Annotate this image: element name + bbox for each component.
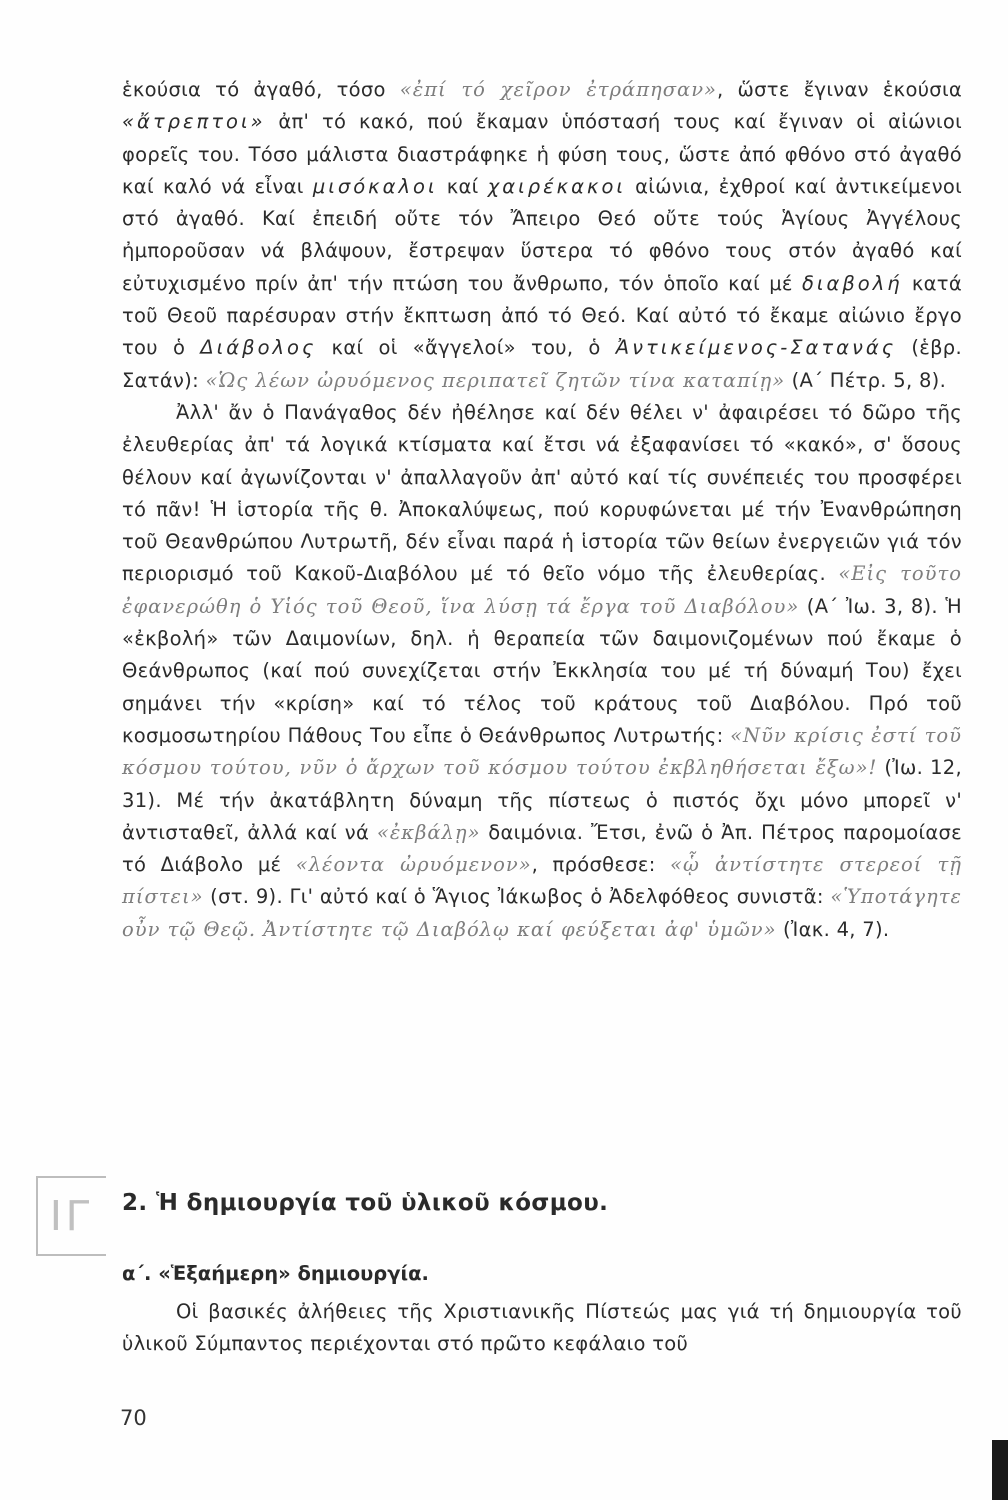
scripture-quote: «ᾧ ἀντίστητε στερεοί τῇ πίστει» [122, 853, 962, 909]
text-run: (Ἰακ. 4, 7). [776, 917, 890, 941]
text-run: Ἀλλ' ἄν ὁ Πανάγαθος δέν ἠθέλησε καί δέν θέλει ν' ἀφαιρέσει τό δῶρο τῆς ἐλευθερίας ἀπ' τά λογικά κτίσματα καί ἔτσι νά ἐξαφανίσει τό «κακό», σ' ὅσους θέλουν καί ἀγωνίζονται ν' ἀπαλλαγοῦν ἀπ' αὐτό καί τίς συνέπειές του προσφέρει τό πᾶν! Ἡ ἱστορία τῆς θ. Ἀποκαλύψεως, πού κορυφώνεται μέ τήν Ἐνανθρώπηση τοῦ Θεανθρώπου Λυτρωτῆ, δέν εἶναι παρά ἡ ἱστορία τῶν θείων ἐνεργειῶν γιά τόν περιορισμό τοῦ Κακοῦ-Διαβόλου μέ τό θεῖο νόμο τῆς ἐλευθερίας. [122, 400, 962, 586]
scripture-quote: «Νῦν κρίσις ἐστί τοῦ κόσμου τούτου, νῦν ὁ ἄρχων τοῦ κόσμου τούτου ἐκβληθήσεται ἔξω»! [122, 723, 962, 780]
text-run: , πρόσθεσε: [531, 853, 671, 877]
text-run: (Α΄ Ἰω. 3, 8). Ἡ «ἐκβολή» τῶν Δαιμονίων, δηλ. ἡ θεραπεία τῶν δαιμονιζομένων πού ἔκαμε ὁ Θεάνθρωπος (καί πού συνεχίζεται στήν Ἐκκλησία του μέ τή δύναμή Του) ἔχει σημάνει τήν «κρίση» καί τό τέλος τοῦ κράτους τοῦ Διαβόλου. Πρό τοῦ κοσμοσωτηρίου Πάθους Του εἶπε ὁ Θεάνθρωπος Λυτρωτής: [122, 594, 962, 747]
emphasized-term: Διάβολος [200, 336, 317, 360]
text-run: αἰώνια, ἐχθροί καί ἀντικείμενοι στό ἀγαθό. Καί ἐπειδή οὔτε τόν Ἄπειρο Θεό οὔτε τούς Ἁγίους Ἀγγέλους ἠμποροῦσαν νά βλάψουν, ἔστρεψαν ὕστερα τό φθόνο τους στόν ἀγαθό καί εὐτυχισμένο πρίν ἀπ' τήν πτώση του ἄνθρωπο, τόν ὁποῖο καί μέ [122, 174, 963, 295]
scripture-quote: «Εἰς τοῦτο ἐφανερώθη ὁ Υἱός τοῦ Θεοῦ, ἵνα λύσῃ τά ἔργα τοῦ Διαβόλου» [122, 562, 963, 618]
scripture-quote: «Ὡς λέων ὠρυόμενος περιπατεῖ ζητῶν τίνα καταπίῃ» [205, 368, 786, 392]
emphasized-term: «ἄτρεπτοι» [122, 110, 266, 134]
text-run: καί οἱ «ἄγγελοί» του, ὁ [316, 336, 616, 360]
scripture-quote: «Ὑποτάγητε οὖν τῷ Θεῷ. Ἀντίστητε τῷ Διαβόλῳ καί φεύξεται ἀφ' ὑμῶν» [122, 885, 962, 941]
emphasized-term: χαιρέκακοι [487, 174, 626, 198]
text-run: Οἱ βασικές ἀλήθειες τῆς Χριστιανικῆς Πίστεώς μας γιά τή δημιουργία τοῦ ὑλικοῦ Σύμπαντος περιέχονται στό πρῶτο κεφάλαιο τοῦ [122, 1300, 962, 1356]
body-text [122, 74, 962, 946]
section-title: 2. Ἡ δημιουργία τοῦ ὑλικοῦ κόσμου. [122, 1190, 609, 1216]
text-run: , ὥστε ἔγιναν ἑκούσια [716, 78, 962, 101]
scripture-quote: «λέοντα ὠρυόμενον» [295, 853, 532, 877]
section-body [122, 1296, 962, 1361]
emphasized-term: Ἀντικείμενος-Σατανάς [615, 336, 897, 360]
text-run: (ἑβρ. Σατάν): [122, 336, 962, 392]
subsection-title: α΄. «Ἑξαήμερη» δημιουργία. [122, 1262, 429, 1285]
paragraph-2 [122, 397, 962, 946]
emphasized-term: διαβολή [801, 271, 903, 295]
text-run: ἀπ' τό κακό, πού ἔκαμαν ὑπόστασή τους καί ἔγιναν οἱ αἰώνιοι φορεῖς του. Τόσο μάλιστα διαστράφηκε ἡ φύση τους, ὥστε ἀπό φθόνο στό ἀγαθό καί καλό νά εἶναι [122, 110, 962, 198]
page-number: 70 [120, 1406, 147, 1430]
text-run: (Α΄ Πέτρ. 5, 8). [785, 368, 947, 392]
section-marker: ΙΓ [36, 1176, 106, 1256]
text-run: δαιμόνια. Ἔτσι, ἐνῶ ὁ Ἀπ. Πέτρος παρομοίασε τό Διάβολο μέ [122, 820, 962, 877]
scripture-quote: «ἐκβάλῃ» [376, 820, 481, 844]
text-run: (στ. 9). Γι' αὐτό καί ὁ Ἅγιος Ἰάκωβος ὁ Ἀδελφόθεος συνιστᾶ: [203, 885, 831, 909]
text-run: κατά τοῦ Θεοῦ παρέσυραν στήν ἔκπτωση ἀπό τό Θεό. Καί αὐτό τό ἔκαμε αἰώνιο ἔργο του ὁ [122, 271, 963, 360]
paragraph-1 [122, 74, 962, 397]
text-run: ἑκούσια τό ἀγαθό, τόσο [122, 78, 400, 101]
paragraph-3 [122, 1296, 962, 1361]
text-run: καί [437, 174, 488, 198]
page-edge [992, 1440, 1008, 1500]
scripture-quote: «ἐπί τό χεῖρον ἐτράπησαν» [399, 78, 717, 101]
emphasized-term: μισόκαλοι [312, 174, 438, 198]
text-run: (Ἰω. 12, 31). Μέ τήν ἀκατάβλητη δύναμη τῆς πίστεως ὁ πιστός ὄχι μόνο μπορεῖ ν' ἀντισταθεῖ, ἀλλά καί νά [122, 756, 962, 844]
